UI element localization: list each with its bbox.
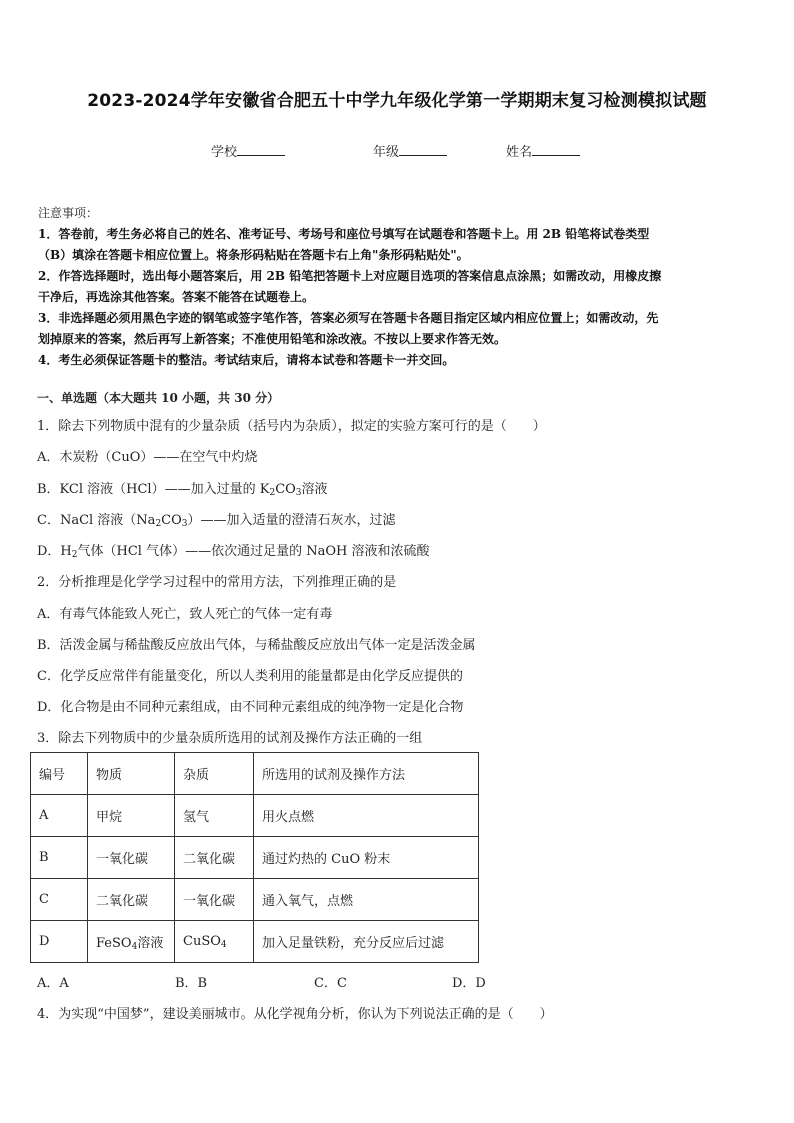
q1-option-b-mid: CO <box>275 482 296 497</box>
q3-stem: 3．除去下列物质中的少量杂质所选用的试剂及操作方法正确的一组 <box>37 731 423 746</box>
q1-option-d[interactable] <box>37 540 429 559</box>
grade-field[interactable] <box>373 141 447 160</box>
q2-option-d[interactable]: D．化合物是由不同种元素组成，由不同种元素组成的纯净物一定是化合物 <box>37 700 464 715</box>
row-d-substance-sub: 4 <box>131 942 138 952</box>
q1-option-c-sub1: 2 <box>155 519 162 529</box>
q4-stem: 4．为实现“中国梦”，建设美丽城市。从化学视角分析，你认为下列说法正确的是（ ） <box>37 1007 553 1022</box>
note-3-line-2: 划掉原来的答案，然后再写上新答案；不准使用铅笔和涂改液。不按以上要求作答无效。 <box>38 332 507 346</box>
row-a-impurity: 氢气 <box>175 795 254 837</box>
note-1-line-1: 1．答卷前，考生务必将自己的姓名、准考证号、考场号和座位号填写在试题卷和答题卡上。用 2B 铅笔将试卷类型 <box>38 227 650 241</box>
q2-option-a[interactable]: A．有毒气体能致人死亡，致人死亡的气体一定有毒 <box>37 607 333 622</box>
table-row <box>31 879 479 921</box>
row-c-method: 通入氧气，点燃 <box>254 879 479 921</box>
row-d-method: 加入足量铁粉，充分反应后过滤 <box>254 921 479 963</box>
row-d-impurity-pre: CuSO <box>183 934 221 949</box>
row-c-impurity: 一氧化碳 <box>175 879 254 921</box>
school-field[interactable] <box>211 141 285 160</box>
q1-option-d-sub1: 2 <box>71 550 78 560</box>
row-a-method: 用火点燃 <box>254 795 479 837</box>
q1-option-b-post: 溶液 <box>301 482 328 497</box>
q3-answers <box>0 972 794 992</box>
q1-option-b[interactable] <box>37 478 328 497</box>
note-3-line-1: 3．非选择题必须用黑色字迹的钢笔或签字笔作答，答案必须写在答题卡各题目指定区域内相应位置上；如需改动，先 <box>38 311 659 325</box>
table-header-row <box>31 753 479 795</box>
table-row <box>31 837 479 879</box>
grade-blank[interactable] <box>399 143 447 156</box>
header-impurity: 杂质 <box>175 753 254 795</box>
row-a-substance: 甲烷 <box>88 795 175 837</box>
school-label: 学校 <box>211 145 238 160</box>
section-1-heading: 一、单选题（本大题共 10 小题，共 30 分） <box>37 391 280 405</box>
row-a-id: A <box>31 795 88 837</box>
q2-option-b[interactable]: B．活泼金属与稀盐酸反应放出气体，与稀盐酸反应放出气体一定是活泼金属 <box>37 638 476 653</box>
row-c-substance: 二氧化碳 <box>88 879 175 921</box>
grade-label: 年级 <box>373 145 400 160</box>
row-d-substance-pre: FeSO <box>96 936 132 951</box>
note-4-line-1: 4．考生必须保证答题卡的整洁。考试结束后，请将本试卷和答题卡一并交回。 <box>38 353 455 367</box>
row-b-impurity: 二氧化碳 <box>175 837 254 879</box>
row-d-id: D <box>31 921 88 963</box>
row-b-substance: 一氧化碳 <box>88 837 175 879</box>
q1-option-a[interactable] <box>37 446 257 465</box>
q3-option-b[interactable]: B．B <box>175 976 208 991</box>
row-d-substance-post: 溶液 <box>137 936 164 951</box>
row-b-method: 通过灼热的 CuO 粉末 <box>254 837 479 879</box>
name-blank[interactable] <box>532 143 580 156</box>
q1-option-d-text: D．H <box>37 544 72 559</box>
header-method: 所选用的试剂及操作方法 <box>254 753 479 795</box>
q3-table <box>30 752 479 963</box>
table-row <box>31 795 479 837</box>
q1-option-c-mid: CO <box>161 513 182 528</box>
notes-heading: 注意事项： <box>38 206 99 220</box>
row-c-id: C <box>31 879 88 921</box>
row-d-substance <box>88 921 175 963</box>
note-1-line-2: （B）填涂在答题卡相应位置上。将条形码粘贴在答题卡右上角"条形码粘贴处"。 <box>38 248 469 262</box>
row-d-impurity-sub: 4 <box>220 940 227 950</box>
q1-option-d-post: 气体（HCl 气体）——依次通过足量的 NaOH 溶液和浓硫酸 <box>77 544 430 559</box>
row-b-id: B <box>31 837 88 879</box>
name-label: 姓名 <box>506 145 533 160</box>
name-field[interactable] <box>506 141 580 160</box>
q1-option-b-text: B．KCl 溶液（HCl）——加入过量的 K <box>37 482 270 497</box>
q3-option-c[interactable]: C．C <box>314 976 347 991</box>
note-2-line-2: 干净后，再选涂其他答案。答案不能答在试题卷上。 <box>38 290 315 304</box>
q1-stem: 1．除去下列物质中混有的少量杂质（括号内为杂质），拟定的实验方案可行的是（ ） <box>37 419 546 434</box>
q2-stem: 2．分析推理是化学学习过程中的常用方法，下列推理正确的是 <box>37 575 397 590</box>
row-d-impurity <box>175 921 254 963</box>
header-substance: 物质 <box>88 753 175 795</box>
q2-option-c[interactable]: C．化学反应常伴有能量变化，所以人类利用的能量都是由化学反应提供的 <box>37 669 463 684</box>
q1-option-a-text: A．木炭粉（CuO）——在空气中灼烧 <box>37 450 258 465</box>
q1-option-c-post: ）——加入适量的澄清石灰水，过滤 <box>187 513 396 528</box>
header-id: 编号 <box>31 753 88 795</box>
q1-option-b-sub2: 3 <box>295 488 302 498</box>
note-2-line-1: 2．作答选择题时，选出每小题答案后，用 2B 铅笔把答题卡上对应题目选项的答案信息点涂黑；如需改动，用橡皮擦 <box>38 269 662 283</box>
q1-option-c-sub2: 3 <box>181 519 188 529</box>
q1-option-b-sub1: 2 <box>269 488 276 498</box>
table-row <box>31 921 479 963</box>
notes-section <box>38 203 760 371</box>
school-blank[interactable] <box>237 143 285 156</box>
q1-option-c-text: C．NaCl 溶液（Na <box>37 513 156 528</box>
q3-option-d[interactable]: D．D <box>452 976 486 991</box>
q1-option-c[interactable] <box>37 509 396 528</box>
page-title: 2023-2024学年安徽省合肥五十中学九年级化学第一学期期末复习检测模拟试题 <box>87 91 707 111</box>
q3-option-a[interactable]: A．A <box>37 976 69 991</box>
